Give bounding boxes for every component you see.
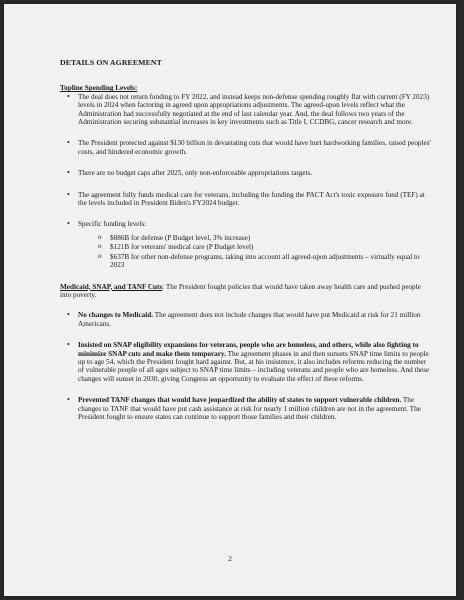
sublist-item: o $121B for veterans' medical care (P Budget level)	[78, 243, 432, 251]
topline-section-title: Topline Spending Levels:	[60, 84, 138, 93]
bullet-bold-lead: Insisted on SNAP eligibility expansions for veterans, people who are homeless, and others, while also fighting to minimize SNAP cuts and make them temporary.	[78, 341, 419, 358]
medicaid-section-title: Medicaid, SNAP, and TANF Cuts	[60, 282, 163, 291]
list-item	[60, 311, 432, 328]
bullet-text: The agreement phases in and then sunsets SNAP time limits to people up to age 54, which the President fought hard against. But, at his insistence, it also includes reforms reducing the number of vulnerable people of all ages subject to SNAP time limits – including veterans and people who are homeless. And these changes will sunset in 2030, giving Congress an opportunity to evaluate the effect of these reforms.	[78, 349, 430, 383]
document-body	[60, 59, 432, 434]
bullet-bold-lead: No changes to Medicaid.	[78, 311, 154, 320]
bullet-bold-lead: Prevented TANF changes that would have jeopardized the ability of states to support vulnerable children.	[78, 396, 402, 405]
list-item: • The agreement fully funds medical care for veterans, including the funding the PACT Act's toxic exposure fund (TEF) at the levels included in President Biden's FY2024 budget.	[60, 191, 432, 208]
funding-levels-sublist	[78, 234, 432, 270]
list-item	[60, 341, 432, 383]
medicaid-bullet-list	[60, 311, 432, 421]
medicaid-section-intro	[60, 283, 432, 300]
bullet-text: The changes to TANF that would have put cash assistance at risk for nearly 1 million children are not in the agreement. The President fought to ensure states can continue to support those families and their children.	[78, 396, 421, 421]
list-item: • There are no budget caps after 2025, only non-enforceable appropriations targets.	[60, 169, 432, 177]
document-page	[4, 4, 456, 596]
medicaid-intro-text: : The President fought policies that would have taken away health care and pushed people into poverty.	[60, 282, 421, 299]
list-item: • The President protected against $130 billion in devastating cuts that would have hurt hardworking families, raised peoples' costs, and hindered economic growth.	[60, 139, 432, 156]
sublist-item: o $886B for defense (P Budget level, 3% increase)	[78, 234, 432, 242]
list-item	[60, 396, 432, 421]
list-item-funding-levels	[60, 220, 432, 269]
sublist-item: o $637B for other non-defense programs, taking into account all agreed-upon adjustments – virtually equal to 2023	[78, 253, 432, 270]
topline-bullet-list	[60, 93, 432, 270]
bullet-text: The agreement does not include changes that would have put Medicaid at risk for 21 million Americans.	[78, 311, 421, 328]
page-heading: DETAILS ON AGREEMENT	[60, 58, 162, 67]
funding-levels-label: Specific funding levels:	[78, 220, 147, 229]
list-item: • The deal does not return funding to FY 2022, and instead keeps non-defense spending roughly flat with current (FY 2023) levels in 2024 when factoring in agreed upon appropriations adjustments. The agreed-upon levels reflect what the Administration had successfully negotiated at the end of last calendar year. And, the deal follows two years of the Administration securing substantial increases in key investments such as Title I, CCDBG, cancer research and more.	[60, 93, 432, 127]
page-number: 2	[228, 554, 232, 563]
